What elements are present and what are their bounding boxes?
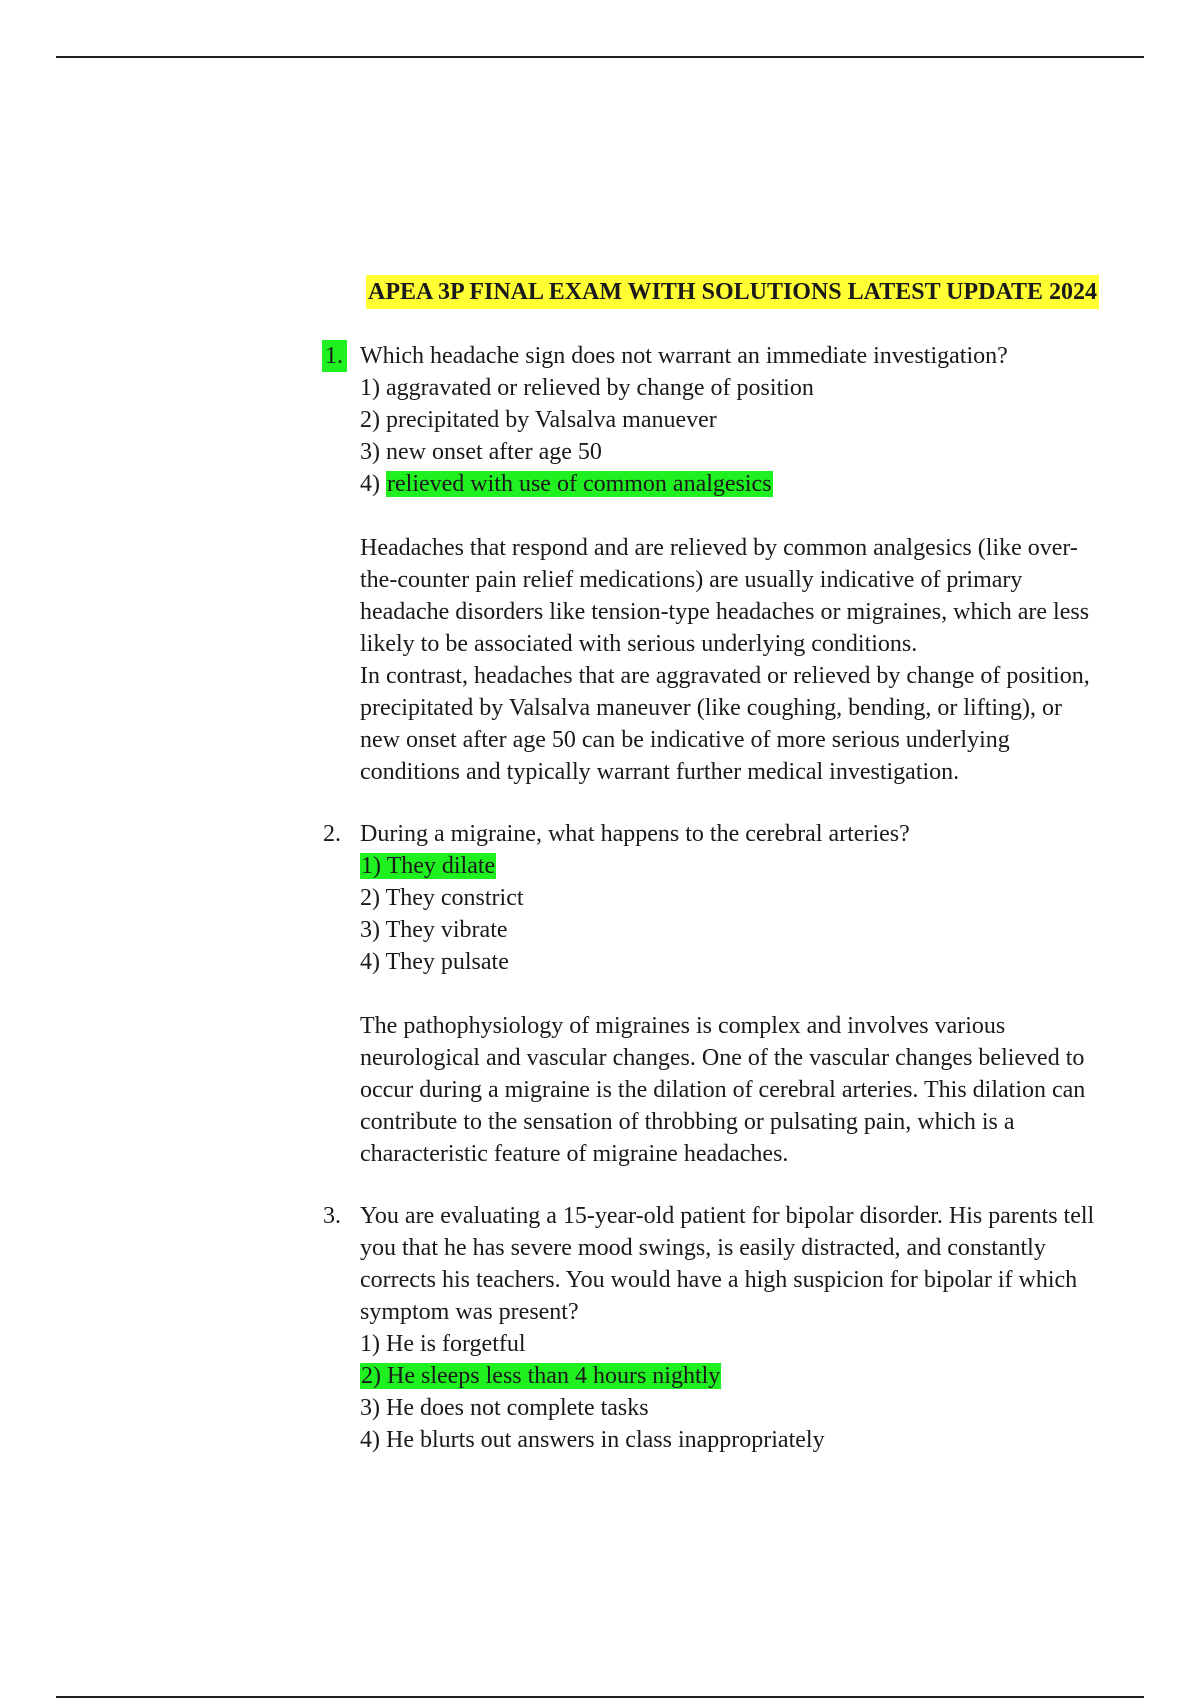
question-text-line: During a migraine, what happens to the cerebral arteries?: [360, 821, 910, 847]
option-text: They constrict: [385, 885, 524, 911]
option-text: They vibrate: [385, 917, 508, 943]
correct-answer-highlight: relieved with use of common analgesics: [387, 471, 772, 497]
explanation-line: new onset after age 50 can be indicative of more serious underlying: [360, 727, 1010, 753]
answer-option: [360, 1328, 1200, 1360]
option-label: 3): [360, 1395, 380, 1421]
explanation-line: characteristic feature of migraine headaches.: [360, 1141, 789, 1167]
explanation-line: likely to be associated with serious underlying conditions.: [360, 631, 918, 657]
option-label: 2): [360, 885, 380, 911]
correct-answer-option: [360, 1360, 1200, 1392]
option-text: He does not complete tasks: [386, 1395, 649, 1421]
option-label: 1): [360, 1331, 380, 1357]
answer-options: [360, 850, 1200, 978]
answer-options: [360, 372, 1200, 500]
question-text-line: You are evaluating a 15-year-old patient for bipolar disorder. His parents tell: [360, 1203, 1095, 1229]
explanation-line: the-counter pain relief medications) are usually indicative of primary: [360, 567, 1023, 593]
answer-option: [360, 882, 1200, 914]
answer-option: [360, 946, 1200, 978]
answer-option: [360, 1392, 1200, 1424]
explanation-line: The pathophysiology of migraines is complex and involves various: [360, 1013, 1006, 1039]
option-text: He blurts out answers in class inappropriately: [386, 1427, 825, 1453]
explanation-line: conditions and typically warrant further medical investigation.: [360, 759, 960, 785]
option-text: They pulsate: [385, 949, 509, 975]
option-label: 4): [360, 949, 380, 975]
question-number: 3.: [323, 1203, 341, 1229]
option-text: precipitated by Valsalva manuever: [386, 407, 717, 433]
answer-option: [360, 914, 1200, 946]
answer-explanation: [360, 1010, 1200, 1170]
answer-option: [360, 1424, 1200, 1456]
question-text-line: Which headache sign does not warrant an immediate investigation?: [360, 343, 1008, 369]
answer-explanation: [360, 532, 1200, 788]
option-label: 3): [360, 917, 380, 943]
correct-answer-highlight: [360, 1363, 721, 1389]
explanation-line: In contrast, headaches that are aggravated or relieved by change of position,: [360, 663, 1090, 689]
bottom-rule: [56, 1696, 1144, 1698]
option-text: aggravated or relieved by change of position: [386, 375, 814, 401]
question-text-line: symptom was present?: [360, 1299, 579, 1325]
question-text: [360, 1200, 1200, 1328]
explanation-line: contribute to the sensation of throbbing or pulsating pain, which is a: [360, 1109, 1015, 1135]
title-wrapper: [366, 275, 1200, 309]
answer-option: [360, 404, 1200, 436]
option-label: 1): [361, 853, 381, 879]
document-title: APEA 3P FINAL EXAM WITH SOLUTIONS LATEST UPDATE 2024: [366, 275, 1099, 309]
explanation-line: precipitated by Valsalva maneuver (like coughing, bending, or lifting), or: [360, 695, 1063, 721]
explanation-line: Headaches that respond and are relieved by common analgesics (like over-: [360, 535, 1078, 561]
explanation-line: occur during a migraine is the dilation of cerebral arteries. This dilation can: [360, 1077, 1086, 1103]
option-label: 3): [360, 439, 380, 465]
option-label: 2): [361, 1363, 381, 1389]
question-text-line: corrects his teachers. You would have a high suspicion for bipolar if which: [360, 1267, 1078, 1293]
option-label: 1): [360, 375, 380, 401]
question-text: [360, 818, 1200, 850]
answer-option: [360, 436, 1200, 468]
question-text-line: you that he has severe mood swings, is easily distracted, and constantly: [360, 1235, 1046, 1261]
question-number: 2.: [323, 821, 341, 847]
answer-options: [360, 1328, 1200, 1456]
correct-answer-highlight: [360, 853, 496, 879]
correct-answer-option: [360, 850, 1200, 882]
question-number: 1.: [322, 340, 347, 372]
option-text: He sleeps less than 4 hours nightly: [387, 1363, 721, 1389]
option-label: 2): [360, 407, 380, 433]
explanation-line: headache disorders like tension-type headaches or migraines, which are less: [360, 599, 1090, 625]
option-text: new onset after age 50: [386, 439, 602, 465]
correct-answer-option: [360, 468, 1200, 500]
explanation-line: neurological and vascular changes. One of the vascular changes believed to: [360, 1045, 1085, 1071]
question-text: [360, 340, 1200, 372]
option-label: 4): [360, 1427, 380, 1453]
answer-option: [360, 372, 1200, 404]
option-text: He is forgetful: [386, 1331, 526, 1357]
option-label: 4): [360, 471, 380, 497]
option-text: They dilate: [386, 853, 496, 879]
